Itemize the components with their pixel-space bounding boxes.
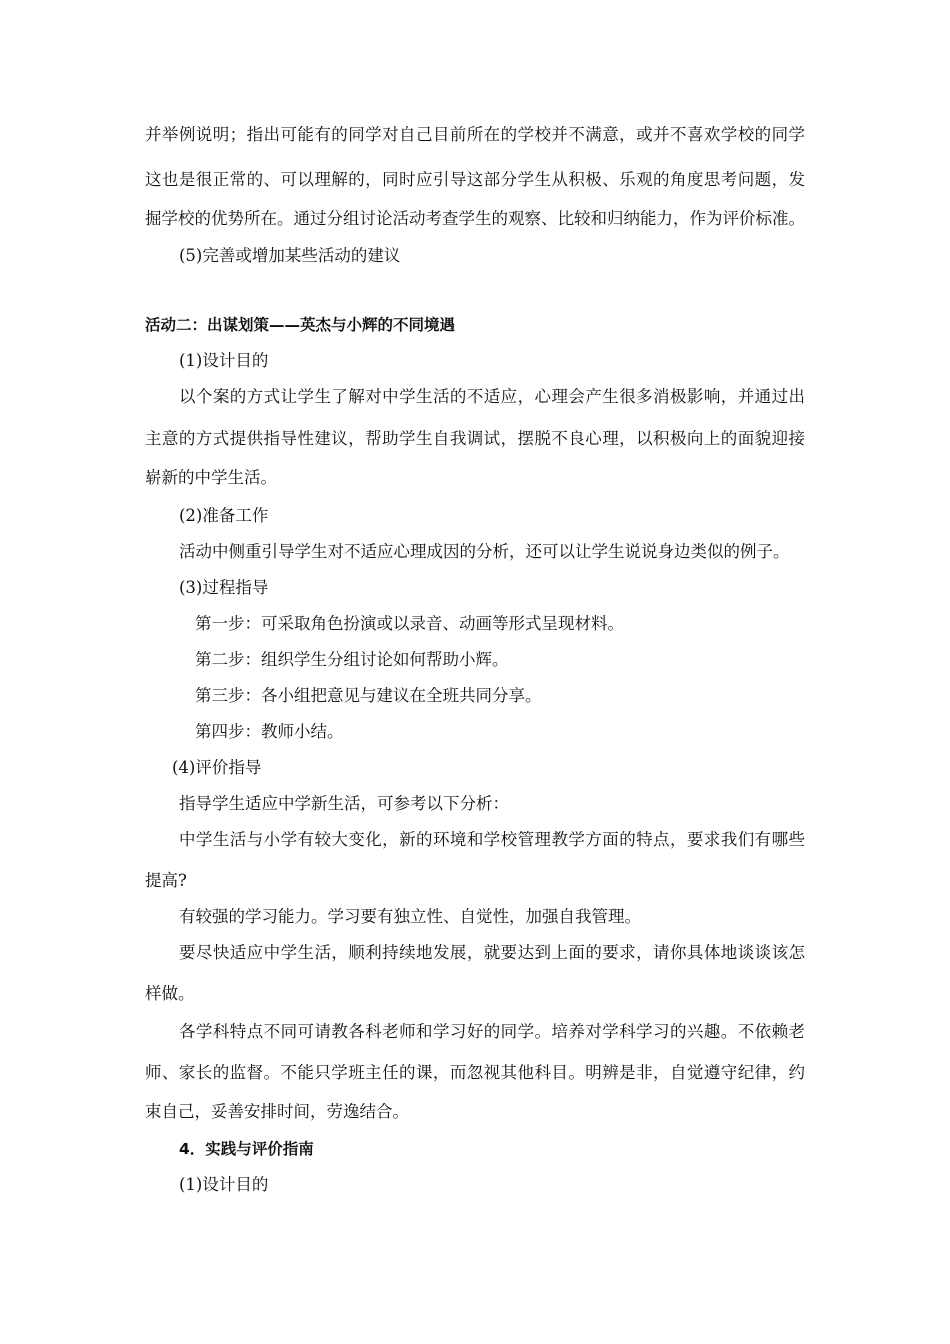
list-item: (2)准备工作 [179,506,269,525]
list-item: (4)评价指导 [172,758,262,777]
paragraph-line: 师、家长的监督。不能只学班主任的课，而忽视其他科目。明辨是非，自觉遵守纪律，约 [145,1063,805,1082]
paragraph-line: 有较强的学习能力。学习要有独立性、自觉性，加强自我管理。 [179,907,641,926]
list-item: (1)设计目的 [179,351,269,370]
paragraph-line: 样做。 [145,984,195,1003]
step-item: 第一步：可采取角色扮演或以录音、动画等形式呈现材料。 [195,614,624,633]
section-heading: 4．实践与评价指南 [179,1140,314,1158]
paragraph-line: 主意的方式提供指导性建议，帮助学生自我调试，摆脱不良心理，以积极向上的面貌迎接 [145,429,805,448]
step-item: 第三步：各小组把意见与建议在全班共同分享。 [195,686,542,705]
list-item: (1)设计目的 [179,1175,269,1194]
paragraph-line: 指导学生适应中学新生活，可参考以下分析： [179,794,509,813]
paragraph-line: 提高? [145,871,187,890]
step-item: 第四步：教师小结。 [195,722,344,741]
list-item: (5)完善或增加某些活动的建议 [179,246,401,265]
section-heading: 活动二：出谋划策——英杰与小辉的不同境遇 [145,316,456,334]
paragraph-line: 并举例说明；指出可能有的同学对自己目前所在的学校并不满意，或并不喜欢学校的同学 [145,125,805,144]
paragraph-line: 活动中侧重引导学生对不适应心理成因的分析，还可以让学生说说身边类似的例子。 [179,542,790,561]
paragraph-line: 这也是很正常的、可以理解的，同时应引导这部分学生从积极、乐观的角度思考问题，发 [145,170,805,189]
paragraph-line: 以个案的方式让学生了解对中学生活的不适应，心理会产生很多消极影响，并通过出 [179,387,805,406]
list-item: (3)过程指导 [179,578,269,597]
paragraph-line: 中学生活与小学有较大变化，新的环境和学校管理教学方面的特点，要求我们有哪些 [179,830,805,849]
paragraph-line: 崭新的中学生活。 [145,468,277,487]
paragraph-line: 各学科特点不同可请教各科老师和学习好的同学。培养对学科学习的兴趣。不依赖老 [179,1022,805,1041]
paragraph-line: 束自己，妥善安排时间，劳逸结合。 [145,1102,409,1121]
step-item: 第二步：组织学生分组讨论如何帮助小辉。 [195,650,509,669]
paragraph-line: 要尽快适应中学生活，顺利持续地发展，就要达到上面的要求，请你具体地谈谈该怎 [179,943,805,962]
paragraph-line: 掘学校的优势所在。通过分组讨论活动考查学生的观察、比较和归纳能力，作为评价标准。 [145,209,805,228]
